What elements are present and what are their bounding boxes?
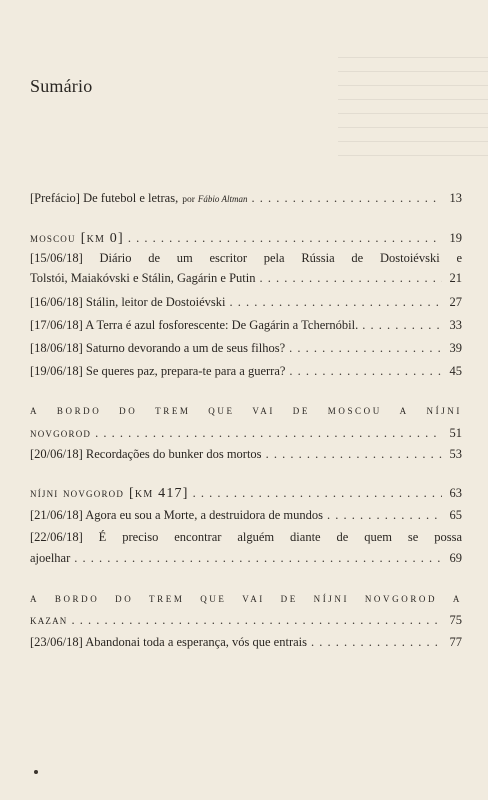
toc-entry (30, 340, 462, 356)
section-heading: moscou (30, 230, 76, 245)
dot-leader (289, 363, 442, 379)
entry-page: 63 (449, 486, 462, 500)
dot-leader (289, 340, 442, 356)
toc-entry (30, 363, 462, 379)
dot-leader (327, 507, 442, 523)
bleed-through-text (338, 46, 488, 156)
toc-entry (30, 294, 462, 310)
section-heading-line: a bordo do trem que vai de moscou a níjni (30, 403, 462, 417)
entry-page: 69 (449, 551, 462, 565)
dot-leader (74, 550, 442, 566)
entry-page: 13 (449, 191, 462, 205)
section-km: [km 0] (80, 231, 124, 246)
entry-page: 51 (449, 426, 462, 440)
entry-page: 33 (449, 318, 462, 332)
entry-title: [17/06/18] A Terra é azul fosforescente: De Gagárin a Tchernóbil. (30, 318, 359, 332)
entry-title: [18/06/18] Saturno devorando a um de seus filhos? (30, 341, 286, 355)
dot-leader (311, 634, 442, 650)
entry-title: ajoelhar (30, 551, 71, 565)
entry-page: 77 (449, 635, 462, 649)
entry-page: 65 (449, 508, 462, 522)
section-heading: novgorod (30, 425, 92, 440)
dot-leader (72, 612, 443, 628)
entry-line: [15/06/18] Diário de um escritor pela Rússia de Dostoiévski e (30, 251, 462, 265)
entry-page: 75 (449, 613, 462, 627)
entry-title: [20/06/18] Recordações do bunker dos mortos (30, 447, 262, 461)
toc-section-moscou (30, 230, 462, 246)
dot-leader (260, 270, 443, 286)
entry-line: [22/06/18] É preciso encontrar alguém diante de quem se possa (30, 530, 462, 544)
toc-entry (30, 270, 462, 286)
toc-entry (30, 634, 462, 650)
section-heading: kazan (30, 612, 68, 627)
entry-title: [16/06/18] Stálin, leitor de Dostoiévski (30, 295, 226, 309)
toc-entry (30, 507, 462, 523)
section-km: [km 417] (129, 486, 189, 501)
toc-entry-prefacio (30, 190, 462, 206)
entry-page: 21 (449, 271, 462, 285)
dot-leader (128, 230, 442, 246)
entry-page: 45 (449, 364, 462, 378)
section-heading: níjni novgorod (30, 485, 125, 500)
entry-author: Fábio Altman (197, 194, 248, 204)
entry-title: [23/06/18] Abandonai toda a esperança, vós que entrais (30, 635, 307, 649)
toc-entry (30, 550, 462, 566)
toc-section (30, 425, 462, 441)
entry-page: 19 (449, 231, 462, 245)
entry-title: [Prefácio] De futebol e letras, (30, 191, 179, 205)
dot-leader (193, 485, 442, 501)
section-heading-line: a bordo do trem que vai de níjni novgorod a (30, 591, 462, 605)
toc-entry (30, 317, 462, 333)
entry-page: 53 (449, 447, 462, 461)
entry-title: Tolstói, Maiakóvski e Stálin, Gagárin e Putin (30, 271, 256, 285)
dot-leader (95, 425, 442, 441)
entry-page: 39 (449, 341, 462, 355)
dot-leader (266, 446, 442, 462)
dot-leader (362, 317, 442, 333)
toc-section (30, 612, 462, 628)
entry-by: por (182, 195, 195, 205)
ink-speck (34, 770, 38, 774)
page-title: Sumário (30, 76, 93, 96)
entry-title: [21/06/18] Agora eu sou a Morte, a destruidora de mundos (30, 508, 323, 522)
entry-title: [19/06/18] Se queres paz, prepara-te para a guerra? (30, 364, 286, 378)
toc-entry (30, 446, 462, 462)
dot-leader (229, 294, 442, 310)
entry-page: 27 (449, 295, 462, 309)
dot-leader (251, 190, 442, 206)
toc-section-nijni (30, 485, 462, 501)
